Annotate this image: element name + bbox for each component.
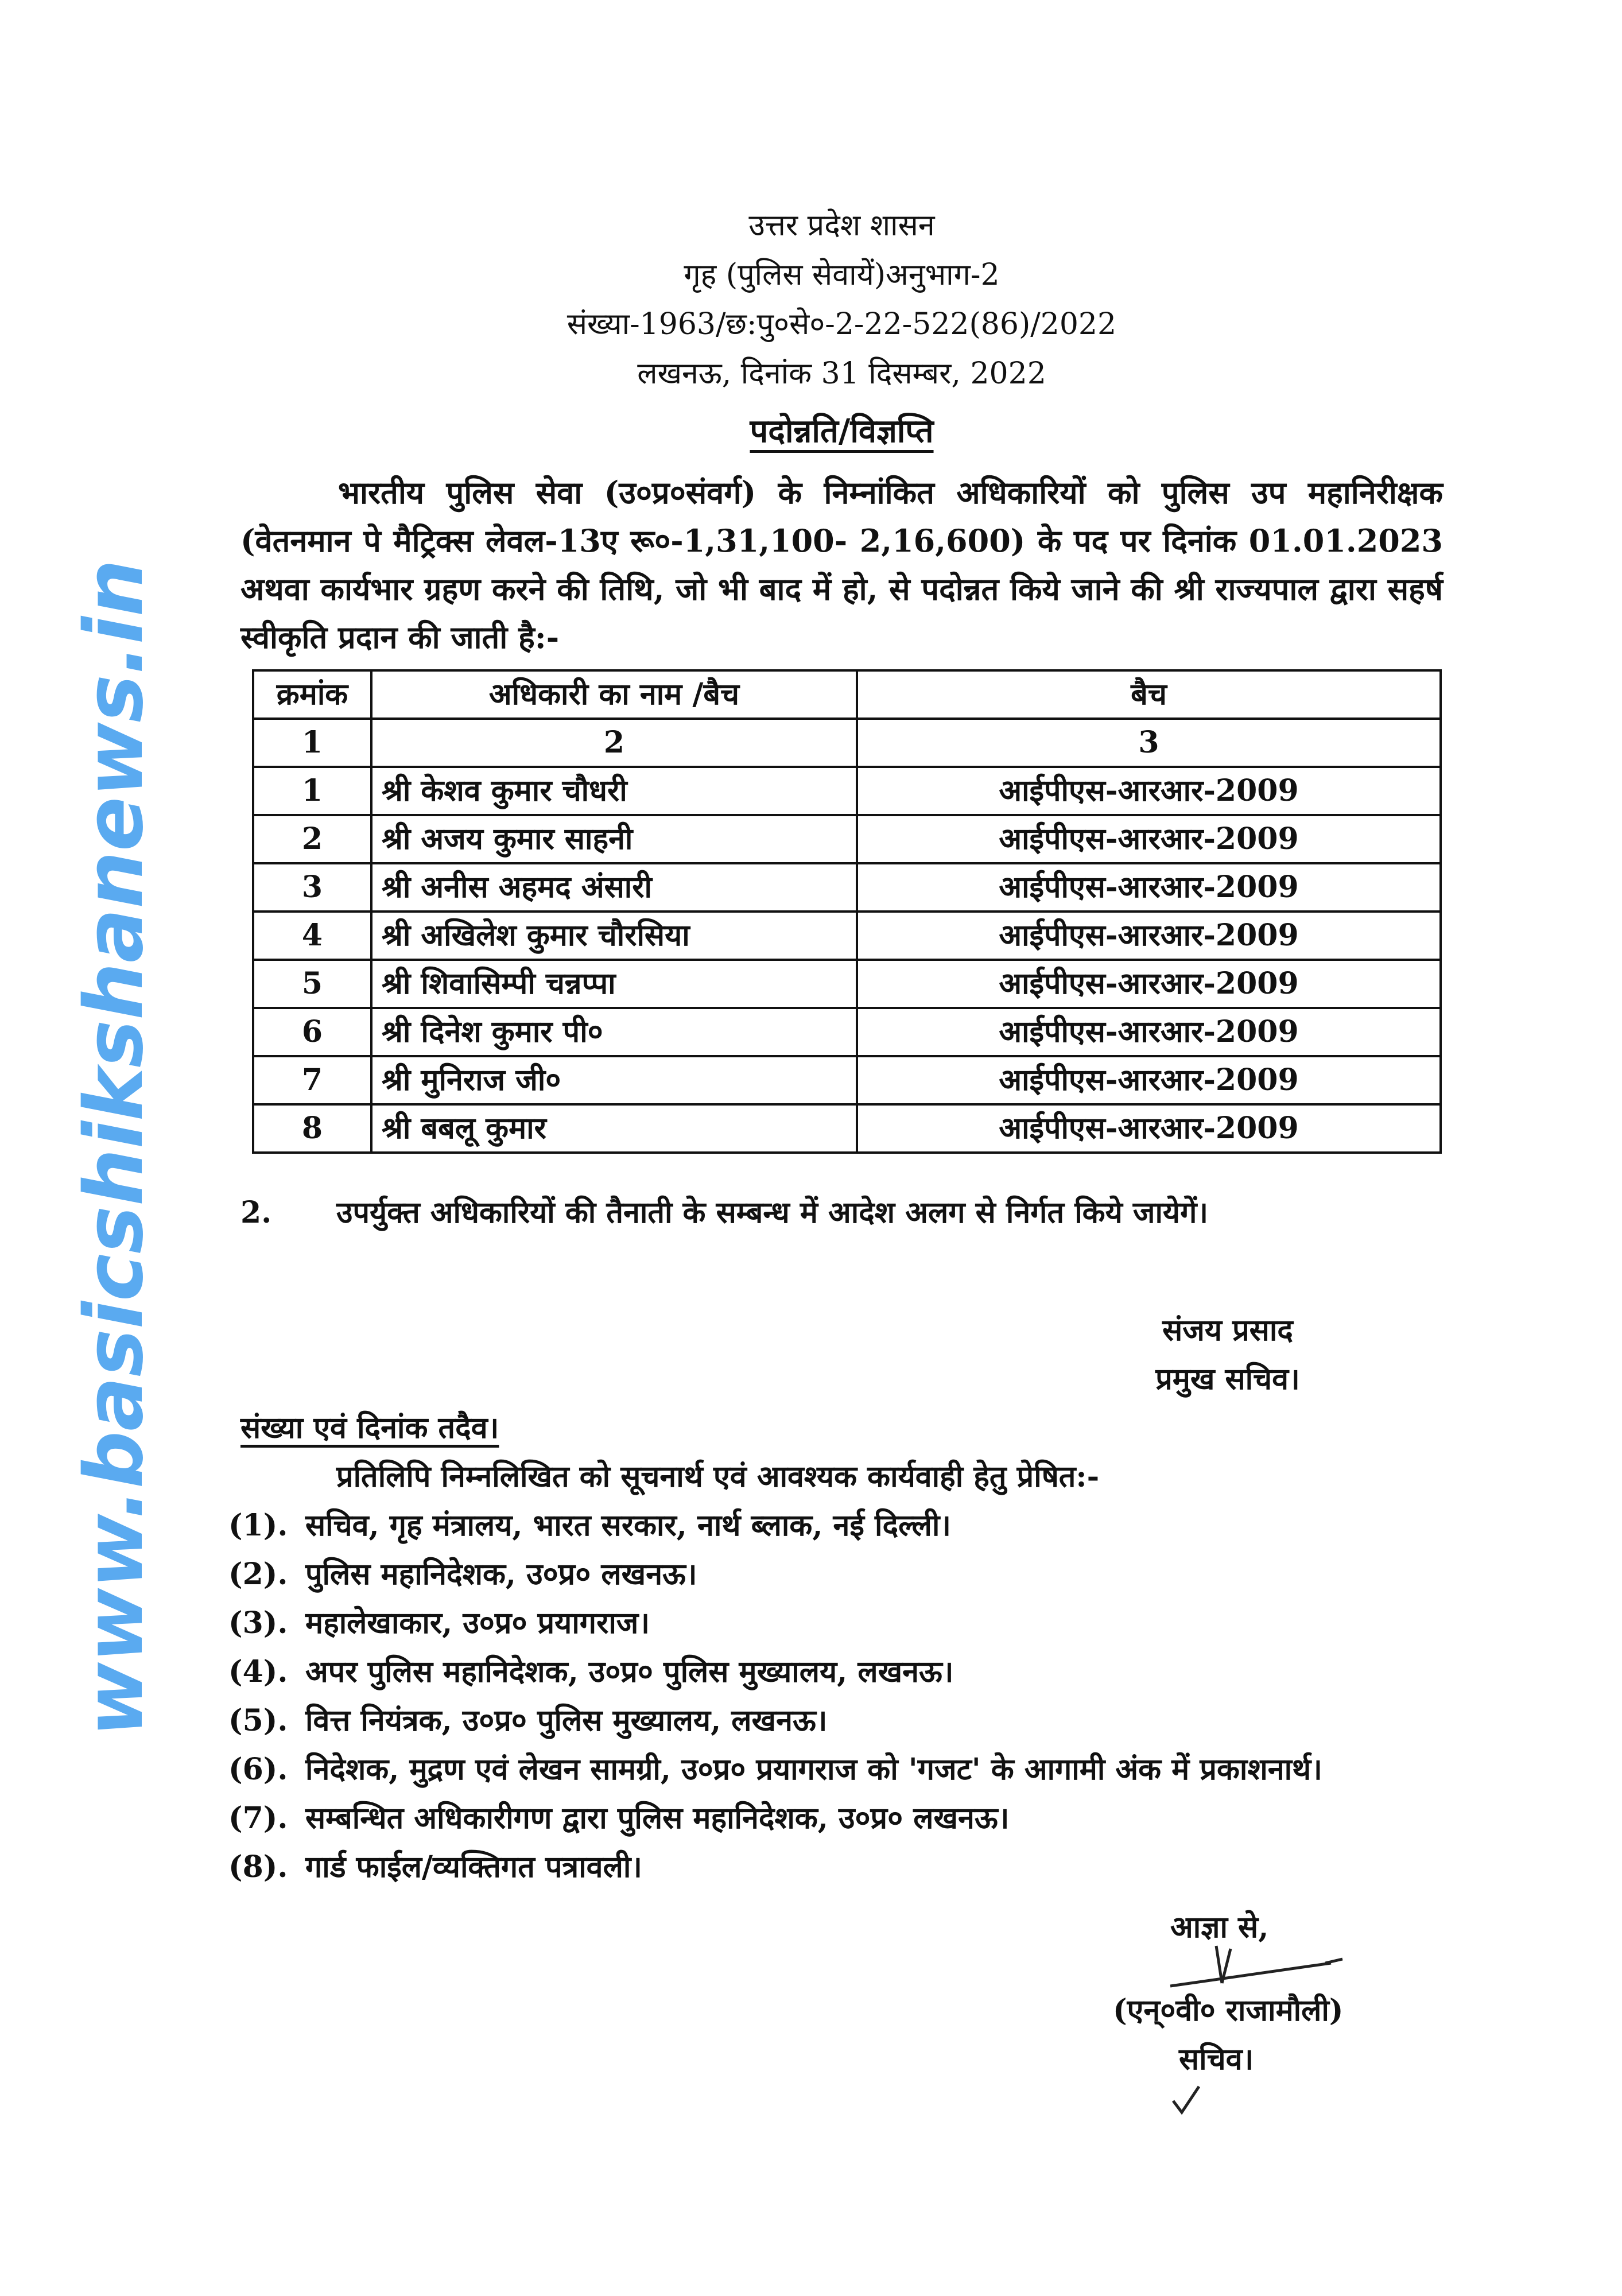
row-sno: 5 — [253, 960, 371, 1008]
header-sno: क्रमांक — [253, 670, 371, 719]
list-item-number: (6). — [228, 1752, 288, 1787]
copy-list — [228, 1501, 1443, 1891]
officers-table — [252, 669, 1442, 1154]
row-name: श्री बबलू कुमार — [371, 1104, 857, 1153]
table-row — [253, 863, 1441, 912]
row-name: श्री अजय कुमार साहनी — [371, 815, 857, 863]
copy-intro: प्रतिलिपि निम्नलिखित को सूचनार्थ एवं आवश्यक कार्यवाही हेतु प्रेषित:- — [336, 1459, 1100, 1494]
row-name: श्री अनीस अहमद अंसारी — [371, 863, 857, 912]
table-row — [253, 912, 1441, 960]
by-order: आज्ञा से, — [1170, 1910, 1269, 1945]
list-item — [228, 1696, 1443, 1745]
row-sno: 8 — [253, 1104, 371, 1153]
column-number: 1 — [253, 719, 371, 767]
list-item-number: (2). — [228, 1557, 288, 1592]
column-number: 3 — [857, 719, 1441, 767]
column-number: 2 — [371, 719, 857, 767]
signatory-2 — [1113, 1903, 1400, 2118]
list-item-number: (7). — [228, 1801, 288, 1836]
paragraph-1: भारतीय पुलिस सेवा (उ०प्र०संवर्ग) के निम्नांकित अधिकारियों को पुलिस उप महानिरीक्षक (वेतनमान पे मैट्रिक्स लेवल-13ए रू०-1,31,100- 2,16,600) के पद पर दिनांक 01.01.2023 अथवा कार्यभार ग्रहण करने की तिथि, जो भी बाद में हो, से पदोन्नत किये जाने की श्री राज्यपाल द्वारा सहर्ष स्वीकृति प्रदान की जाती है:- — [240, 474, 1443, 656]
list-item — [228, 1843, 1443, 1891]
table-row — [253, 767, 1441, 815]
row-sno: 1 — [253, 767, 371, 815]
row-sno: 2 — [253, 815, 371, 863]
row-batch: आईपीएस-आरआर-2009 — [857, 767, 1441, 815]
signature-mark — [1136, 1943, 1354, 1989]
paragraph-2 — [240, 1188, 1443, 1237]
department-name: गृह (पुलिस सेवायें)अनुभाग-2 — [684, 258, 1000, 292]
table-row — [253, 815, 1441, 863]
column-number-row — [253, 719, 1441, 767]
row-batch: आईपीएस-आरआर-2009 — [857, 912, 1441, 960]
list-item-text: महालेखाकार, उ०प्र० प्रयागराज। — [305, 1605, 650, 1640]
list-item-number: (1). — [228, 1508, 288, 1543]
place-date: लखनऊ, दिनांक 31 दिसम्बर, 2022 — [637, 356, 1046, 391]
list-item-text: वित्त नियंत्रक, उ०प्र० पुलिस मुख्यालय, लखनऊ। — [305, 1703, 828, 1738]
row-name: श्री शिवासिम्पी चन्नप्पा — [371, 960, 857, 1008]
table-header-row — [253, 670, 1441, 719]
copy-heading: संख्या एवं दिनांक तदैव। — [240, 1410, 499, 1445]
list-item-text: गार्ड फाईल/व्यक्तिगत पत्रावली। — [305, 1849, 643, 1884]
list-item — [228, 1550, 1443, 1599]
government-name: उत्तर प्रदेश शासन — [748, 208, 935, 243]
list-item — [228, 1647, 1443, 1696]
table-row — [253, 960, 1441, 1008]
row-batch: आईपीएस-आरआर-2009 — [857, 1056, 1441, 1104]
signatory-2-name: (एन्०वी० राजामौली) — [1113, 1993, 1344, 2028]
row-batch: आईपीएस-आरआर-2009 — [857, 960, 1441, 1008]
page-title-wrap — [240, 405, 1443, 457]
list-item — [228, 1501, 1443, 1550]
list-item-text: अपर पुलिस महानिदेशक, उ०प्र० पुलिस मुख्यालय, लखनऊ। — [305, 1654, 954, 1689]
signatory-1-name: संजय प्रसाद — [1162, 1313, 1293, 1348]
paragraph-2-text: उपर्युक्त अधिकारियों की तैनाती के सम्बन्ध में आदेश अलग से निर्गत किये जायेगें। — [336, 1195, 1209, 1230]
row-batch: आईपीएस-आरआर-2009 — [857, 815, 1441, 863]
row-sno: 7 — [253, 1056, 371, 1104]
row-name: श्री दिनेश कुमार पी० — [371, 1008, 857, 1056]
list-item-number: (4). — [228, 1654, 288, 1689]
list-item-number: (3). — [228, 1605, 288, 1640]
copy-heading-wrap — [240, 1403, 1443, 1452]
signatory-2-designation: सचिव। — [1179, 2042, 1254, 2077]
list-item-text: पुलिस महानिदेशक, उ०प्र० लखनऊ। — [305, 1557, 697, 1592]
list-item — [228, 1745, 1443, 1794]
row-batch: आईपीएस-आरआर-2009 — [857, 1008, 1441, 1056]
list-item-text: सचिव, गृह मंत्रालय, भारत सरकार, नार्थ ब्लाक, नई दिल्ली। — [305, 1508, 952, 1543]
document-page — [228, 201, 1443, 2118]
row-name: श्री अखिलेश कुमार चौरसिया — [371, 912, 857, 960]
table-row — [253, 1056, 1441, 1104]
reference-number: संख्या-1963/छ:पु०से०-2-22-522(86)/2022 — [566, 307, 1117, 342]
list-item-text: सम्बन्धित अधिकारीगण द्वारा पुलिस महानिदेशक, उ०प्र० लखनऊ। — [305, 1801, 1010, 1836]
list-item — [228, 1794, 1443, 1843]
row-sno: 6 — [253, 1008, 371, 1056]
tick-mark — [1170, 2084, 1205, 2118]
signatory-1 — [1136, 1306, 1320, 1403]
row-name: श्री मुनिराज जी० — [371, 1056, 857, 1104]
header-batch: बैच — [857, 670, 1441, 719]
table-row — [253, 1008, 1441, 1056]
page-title: पदोन्नति/विज्ञप्ति — [750, 412, 934, 450]
watermark: www.basicshikshanews.in — [68, 559, 161, 1737]
row-batch: आईपीएस-आरआर-2009 — [857, 863, 1441, 912]
row-sno: 3 — [253, 863, 371, 912]
row-sno: 4 — [253, 912, 371, 960]
list-item-text: निदेशक, मुद्रण एवं लेखन सामग्री, उ०प्र० प्रयागराज को 'गजट' के आगामी अंक में प्रकाशनार्थ। — [305, 1752, 1322, 1787]
table-row — [253, 1104, 1441, 1153]
list-item — [228, 1599, 1443, 1647]
list-item-number: (8). — [228, 1849, 288, 1884]
row-name: श्री केशव कुमार चौधरी — [371, 767, 857, 815]
row-batch: आईपीएस-आरआर-2009 — [857, 1104, 1441, 1153]
list-item-number: (5). — [228, 1703, 288, 1738]
signatory-1-designation: प्रमुख सचिव। — [1155, 1362, 1300, 1397]
header-name: अधिकारी का नाम /बैच — [371, 670, 857, 719]
paragraph-2-number: 2. — [240, 1195, 272, 1230]
